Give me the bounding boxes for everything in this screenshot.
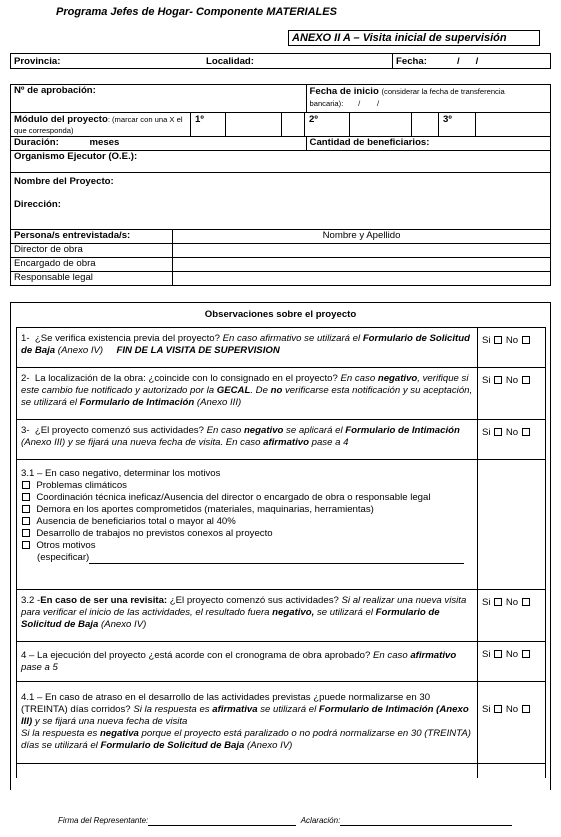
answer-4-1: Si No xyxy=(478,682,546,764)
motivo-checkbox[interactable] xyxy=(22,541,30,549)
program-title: Programa Jefes de Hogar- Componente MATERIALES xyxy=(56,6,337,18)
fecha-inicio-cell[interactable] xyxy=(306,85,550,113)
personas-cell xyxy=(11,230,173,244)
question-1: 1- ¿Se verifica existencia previa del proyecto? En caso afirmativo se utilizará el Formulario de Solicitud de Baja (Anexo IV) FIN DE LA VISITA DE SUPERVISION xyxy=(17,328,478,368)
aprobacion-cell[interactable] xyxy=(11,85,307,113)
nombre-direccion-cell[interactable] xyxy=(11,173,551,230)
modulo-row xyxy=(11,113,550,136)
especificar-label: (especificar) xyxy=(37,551,90,563)
aclaracion-label: Aclaración: xyxy=(300,816,341,825)
answer-3-1 xyxy=(478,460,546,590)
q4-no-checkbox[interactable] xyxy=(522,650,530,658)
question-3-2: 3.2 -En caso de ser una revisita: ¿El proyecto comenzó sus actividades? Si al realizar una nueva visita para verificar el inicio de las actividades, el resultado fuera negativo, se utilizará el Formulario de Solicitud de Baja (Anexo IV) xyxy=(17,590,478,642)
question-2: 2- La localización de la obra: ¿coincide con lo consignado en el proyecto? En caso negativo, verifique si este cambio fue notificado y autorizado por la GECAL. De no verificarse esta notificación y su aceptación, se utilizará el Formulario de Intimación (Anexo III) xyxy=(17,368,478,420)
answer-3: Si No xyxy=(478,420,546,460)
question-3: 3- ¿El proyecto comenzó sus actividades? En caso negativo se aplicará el Formulario de Intimación (Anexo III) y se fijará una nueva fecha de visita. En caso afirmativo pase a 4 xyxy=(17,420,478,460)
answer-2: Si No xyxy=(478,368,546,420)
encargado-label: Encargado de obra xyxy=(11,258,173,272)
q3-no-checkbox[interactable] xyxy=(522,428,530,436)
nombre-apellido-header: Nombre y Apellido xyxy=(173,230,551,244)
motivo-checkbox[interactable] xyxy=(22,481,30,489)
observations-table xyxy=(16,327,546,778)
fecha-label: Fecha: xyxy=(396,56,427,67)
fecha-separators: / / xyxy=(457,56,479,67)
q32-no-checkbox[interactable] xyxy=(522,598,530,606)
beneficiarios-label: Cantidad de beneficiarios: xyxy=(309,137,430,148)
provincia-label: Provincia: xyxy=(14,56,61,67)
personas-label: Persona/s entrevistada/s: xyxy=(14,230,131,241)
answer-4: Si No xyxy=(478,642,546,682)
fecha-inicio-note: (considerar la fecha de transferencia bancaria) xyxy=(309,87,505,108)
q41-no-checkbox[interactable] xyxy=(522,705,530,713)
q1-no-checkbox[interactable] xyxy=(522,336,530,344)
director-name-field[interactable] xyxy=(173,244,551,258)
motivos-list: Problemas climáticos Coordinación técnica ineficaz/Ausencia del director o encargado de obra o responsable legal Demora en los aportes comprometidos (materiales, maquinarias, herramientas) Ausencia de beneficiarios total o mayor al 40% Desarrollo de trabajos no previstos conexos al proyecto Otros motivos xyxy=(21,480,473,552)
observations-panel xyxy=(10,302,551,790)
director-label: Director de obra xyxy=(11,244,173,258)
meses-label: meses xyxy=(89,137,120,148)
q2-yes-checkbox[interactable] xyxy=(494,376,502,384)
aclaracion-field[interactable] xyxy=(340,817,512,826)
organismo-cell[interactable] xyxy=(11,151,551,173)
location-row xyxy=(10,53,551,69)
q1-yes-checkbox[interactable] xyxy=(494,336,502,344)
duracion-label: Duración: xyxy=(14,137,59,148)
annex-title: ANEXO II A – Visita inicial de supervisión xyxy=(288,30,540,46)
q3-yes-checkbox[interactable] xyxy=(494,428,502,436)
especificar-field[interactable] xyxy=(89,554,464,564)
answer-1: Si No xyxy=(478,328,546,368)
organismo-label: Organismo Ejecutor (O.E.): xyxy=(14,151,138,162)
firma-label: Firma del Representante: xyxy=(58,816,149,825)
observations-title: Observaciones sobre el proyecto xyxy=(204,309,357,320)
motivo-checkbox[interactable] xyxy=(22,517,30,525)
modulo-label: Módulo del proyecto xyxy=(14,114,108,125)
motivo-checkbox[interactable] xyxy=(22,529,30,537)
q32-yes-checkbox[interactable] xyxy=(494,598,502,606)
localidad-label: Localidad: xyxy=(206,56,254,67)
motivo-checkbox[interactable] xyxy=(22,493,30,501)
answer-3-2: Si No xyxy=(478,590,546,642)
aprobacion-label: Nº de aprobación: xyxy=(14,85,96,96)
duracion-cell[interactable] xyxy=(11,137,307,151)
question-4-1: 4.1 – En caso de atraso en el desarrollo de las actividades previstas ¿puede normalizarse en 30 (TREINTA) días corridos? Si la respuesta es afirmativa se utilizará el Formulario de Intimación (Anexo III) y se fijará una nueva fecha de visita Si la respuesta es negativa porque el proyecto está paralizado o no podrá normalizarse en 30 (TREINTA) días se utilizará el Formulario de Solicitud de Baja (Anexo IV) xyxy=(17,682,478,764)
nombre-label: Nombre del Proyecto: xyxy=(14,176,114,187)
q4-yes-checkbox[interactable] xyxy=(494,650,502,658)
fecha-inicio-separators: : / / xyxy=(341,98,380,108)
modulo-1-label: 1º xyxy=(195,114,204,125)
encargado-name-field[interactable] xyxy=(173,258,551,272)
q41-yes-checkbox[interactable] xyxy=(494,705,502,713)
modulo-2-label: 2º xyxy=(309,114,318,125)
motivo-checkbox[interactable] xyxy=(22,505,30,513)
direccion-label: Dirección: xyxy=(14,198,61,210)
responsable-name-field[interactable] xyxy=(173,272,551,286)
project-form xyxy=(10,84,551,286)
question-3-1: 3.1 – En caso negativo, determinar los motivos Problemas climáticos Coordinación técnica ineficaz/Ausencia del director o encargado de obra o responsable legal Demora en los aportes comprometidos (materiales, maquinarias, herramientas) Ausencia de beneficiarios total o mayor al 40% Desarrollo de trabajos no previstos conexos al proyecto Otros motivos (especificar) xyxy=(17,460,478,590)
signature-area xyxy=(58,816,512,826)
q2-no-checkbox[interactable] xyxy=(522,376,530,384)
modulo-note: : (marcar con una X el que corresponda) xyxy=(14,115,183,135)
beneficiarios-cell[interactable] xyxy=(306,137,550,151)
modulo-3-label: 3º xyxy=(443,114,452,125)
question-4: 4 – La ejecución del proyecto ¿está acorde con el cronograma de obra aprobado? En caso afirmativo pase a 5 xyxy=(17,642,478,682)
firma-field[interactable] xyxy=(148,817,296,826)
responsable-label: Responsable legal xyxy=(11,272,173,286)
trailing-row xyxy=(17,764,478,778)
fecha-inicio-label: Fecha de inicio xyxy=(309,86,379,97)
